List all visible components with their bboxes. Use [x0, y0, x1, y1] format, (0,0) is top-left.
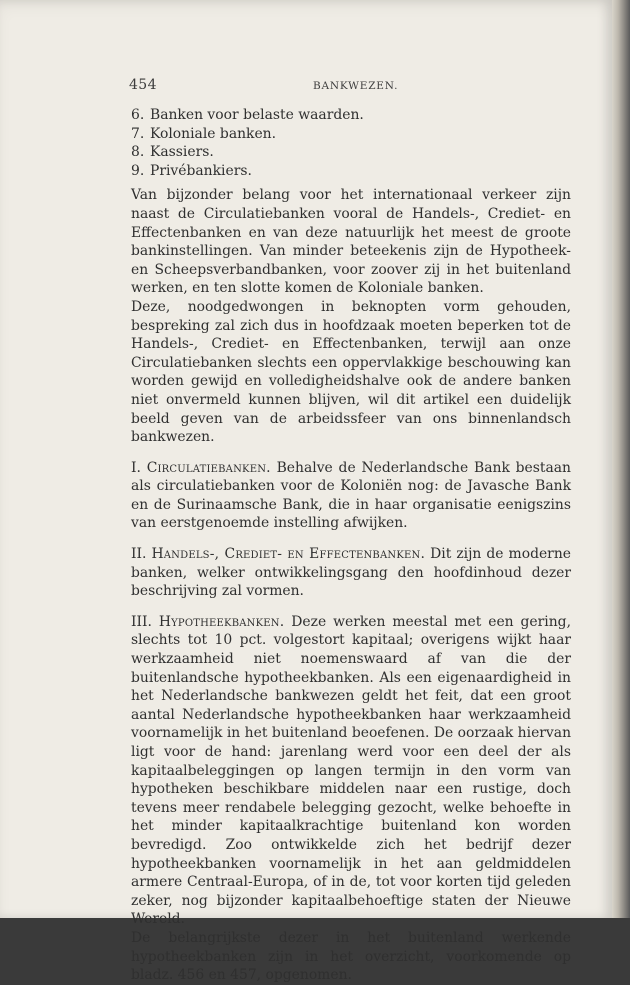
page-header [129, 77, 572, 97]
page-edge-shadow [612, 0, 630, 918]
list-item-number: 6. [131, 107, 145, 123]
section-circulatiebanken [131, 459, 571, 533]
list-item [131, 106, 571, 125]
running-title: BANKWEZEN. [313, 80, 399, 92]
section-heading: Circulatiebanken. [146, 459, 271, 476]
list-item-text: Banken voor belaste waarden. [150, 107, 364, 123]
paragraph-scope: Deze, noodgedwongen in beknopten vorm gehouden, bespreking zal zich dus in hoofdzaak moeten beperken tot de Handels-, Crediet- en Effectenbanken, terwijl aan onze Circulatiebanken slechts een oppervlakkige beschouwing kan worden gewijd en volledigheidshalve ook de andere banken niet onvermeld kunnen blijven, wil dit artikel een duidelijk beeld geven van de arbeidssfeer van ons binnenlandsch bankwezen. [131, 298, 571, 446]
list-item-text: Kassiers. [150, 144, 214, 161]
list-item [131, 162, 571, 181]
list-item-number: 9. [131, 162, 145, 179]
section-text: Deze werken meestal met een gering, slechts tot 10 pct. volgestort kapitaal; overigens wijkt haar werkzaamheid niet noemenswaard af van die der buitenlandsche hypotheekbanken. Als een eigenaardigheid in het Nederlandsche bankwezen geldt het feit, dat een groot aantal Nederlandsche hypotheekbanken haar werkzaamheid voornamelijk in het buitenland beoefenen. De oorzaak hiervan ligt voor de hand: jarenlang werd voor een deel der als kapitaalbeleggingen op langen termijn in den vorm van hypotheken beschikbare middelen naar een rustige, doch tevens meer rendabele belegging gezocht, welke behoefte in het minder kapitaalkrachtige buitenland kon worden bevredigd. Zoo ontwikkelde zich het bedrijf dezer hypotheekbanken voornamelijk in het aan geldmiddelen armere Centraal-Europa, of in de, tot voor korten tijd geleden zeker, nog bijzonder kapitaalbehoeftige staten der Nieuwe Wereld. [131, 613, 572, 928]
list-item-number: 7. [131, 125, 145, 142]
page-body [131, 106, 571, 985]
list-item-text: Koloniale banken. [150, 125, 277, 142]
section-text: Dit zijn de moderne banken, welker ontwikkelingsgang den hoofdinhoud dezer beschrijving zal vormen. [131, 546, 571, 600]
section-text: Behalve de Nederlandsche Bank bestaan als circulatiebanken voor de Koloniën nog: de Javasche Bank en de Surinaamsche Bank, die in haar organisatie eenigszins van eerstgenoemde instelling afwijken. [131, 459, 571, 532]
section-hypotheekbanken [131, 613, 571, 929]
section-number: I. [131, 459, 141, 476]
list-item [131, 143, 571, 162]
list-item [131, 125, 571, 144]
paragraph-overview-reference: De belangrijkste dezer in het buitenland werkende hypotheekbanken zijn in het overzicht, voorkomende op bladz. 456 en 457, opgenomen. [131, 929, 571, 984]
list-item-text: Privébankiers. [150, 162, 252, 179]
section-number: II. [131, 546, 147, 563]
list-item-number: 8. [131, 144, 145, 161]
page-number: 454 [129, 77, 157, 93]
paragraph-international-traffic: Van bijzonder belang voor het internationaal verkeer zijn naast de Circulatiebanken vooral de Handels-, Crediet- en Effectenbanken en van deze natuurlijk het meest de groote bankinstellingen. Van minder beteekenis zijn de Hypotheek- en Scheepsverbandbanken, voor zoover zij in het buitenland werken, en ten slotte komen de Koloniale banken. [131, 187, 571, 297]
bank-type-list [131, 106, 571, 180]
section-number: III. [131, 613, 152, 630]
section-handelsbanken [131, 545, 571, 601]
section-heading: Handels-, Crediet- en Effectenbanken. [151, 546, 426, 563]
section-heading: Hypotheekbanken. [158, 613, 285, 630]
